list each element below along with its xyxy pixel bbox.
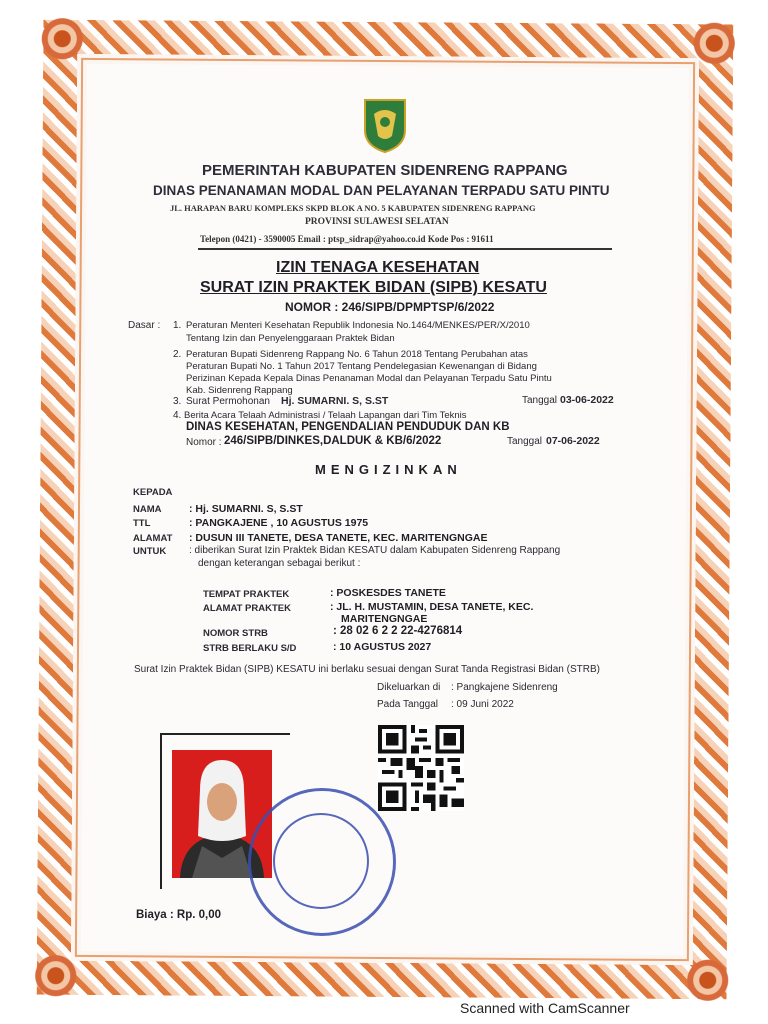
document-title: IZIN TENAGA KESEHATAN xyxy=(276,259,480,276)
nama-label: NAMA xyxy=(133,504,162,515)
tanggal-value: : 09 Juni 2022 xyxy=(451,699,514,710)
corner-ornament xyxy=(691,20,737,66)
tanggal-label: Pada Tanggal xyxy=(377,699,438,710)
stamp-emblem xyxy=(273,813,369,909)
header-government: PEMERINTAH KABUPATEN SIDENRENG RAPPANG xyxy=(202,162,568,179)
date-label: Tanggal xyxy=(507,436,543,447)
dasar-item-text: Peraturan Bupati No. 1 Tahun 2017 Tentang Pendelegasian Kewenangan di Bidang xyxy=(186,361,537,372)
header-divider xyxy=(198,248,612,250)
untuk-value: : diberikan Surat Izin Praktek Bidan KESATU dalam Kabupaten Sidenreng Rappang xyxy=(189,545,561,556)
corner-ornament xyxy=(33,953,79,999)
alamat-praktek-value: : JL. H. MUSTAMIN, DESA TANETE, KEC. xyxy=(330,601,534,613)
document-subtitle: SURAT IZIN PRAKTEK BIDAN (SIPB) KESATU xyxy=(200,279,547,296)
kepada-label: KEPADA xyxy=(133,487,173,498)
application-date: 03-06-2022 xyxy=(560,394,614,406)
document-number: NOMOR : 246/SIPB/DPMPTSP/6/2022 xyxy=(285,300,495,314)
strb-value: : 28 02 6 2 2 22-4276814 xyxy=(333,625,463,637)
regency-crest-icon xyxy=(362,96,408,154)
tempat-praktek-value: : POSKESDES TANETE xyxy=(330,587,446,599)
qr-code[interactable] xyxy=(378,725,464,811)
dikeluarkan-label: Dikeluarkan di xyxy=(377,682,441,693)
header-province: PROVINSI SULAWESI SELATAN xyxy=(305,217,449,227)
biaya-text: Biaya : Rp. 0,00 xyxy=(136,909,222,921)
untuk-label: UNTUK xyxy=(133,546,167,557)
date-label: Tanggal xyxy=(522,395,558,406)
corner-ornament xyxy=(39,16,85,62)
dasar-item-text: Peraturan Bupati Sidenreng Rappang No. 6 Tahun 2018 Tentang Perubahan atas xyxy=(186,349,528,360)
dasar-item-text: Berita Acara Telaah Administrasi / Telaah Lapangan dari Tim Teknis xyxy=(184,410,467,421)
issuing-office: DINAS KESEHATAN, PENGENDALIAN PENDUDUK DAN KB xyxy=(186,421,510,433)
review-date: 07-06-2022 xyxy=(546,435,600,447)
dasar-item-number: 1. xyxy=(173,320,182,331)
dasar-item-number: 4. xyxy=(173,410,182,421)
strb-label: NOMOR STRB xyxy=(203,628,268,639)
dikeluarkan-value: : Pangkajene Sidenreng xyxy=(451,682,558,693)
header-agency: DINAS PENANAMAN MODAL DAN PELAYANAN TERPADU SATU PINTU xyxy=(153,183,610,198)
alamat-value: : DUSUN III TANETE, DESA TANETE, KEC. MARITENGNGAE xyxy=(189,532,488,544)
dasar-item-text: Tentang Izin dan Penyelenggaraan Praktek Bidan xyxy=(186,333,395,344)
ttl-value: : PANGKAJENE , 10 AGUSTUS 1975 xyxy=(189,517,369,529)
mengizinkan-heading: MENGIZINKAN xyxy=(315,462,462,477)
alamat-praktek-label: ALAMAT PRAKTEK xyxy=(203,603,291,614)
header-address: JL. HARAPAN BARU KOMPLEKS SKPD BLOK A NO. 5 KABUPATEN SIDENRENG RAPPANG xyxy=(170,203,536,213)
ttl-label: TTL xyxy=(133,518,151,529)
camscanner-watermark: Scanned with CamScanner xyxy=(460,1000,630,1016)
dasar-item-number: 3. xyxy=(173,396,182,407)
tempat-praktek-label: TEMPAT PRAKTEK xyxy=(203,589,290,600)
dasar-item-text: Perizinan Kepada Kepala Dinas Penanaman Modal dan Pelayanan Terpadu Satu Pintu xyxy=(186,373,552,384)
dasar-item-text: Peraturan Menteri Kesehatan Republik Indonesia No.1464/MENKES/PER/X/2010 xyxy=(186,320,530,331)
official-stamp xyxy=(248,788,396,936)
alamat-label: ALAMAT xyxy=(133,533,173,544)
review-number: 246/SIPB/DINKES,DALDUK & KB/6/2022 xyxy=(224,435,442,447)
strb-berlaku-value: : 10 AGUSTUS 2027 xyxy=(333,641,432,653)
corner-ornament xyxy=(685,957,731,1003)
dasar-item-text: Kab. Sidenreng Rappang xyxy=(186,385,293,396)
validity-note: Surat Izin Praktek Bidan (SIPB) KESATU ini berlaku sesuai dengan Surat Tanda Registrasi Bidan (STRB) xyxy=(134,664,600,675)
nama-value: : Hj. SUMARNI. S, S.ST xyxy=(189,503,303,515)
untuk-value-cont: dengan keterangan sebagai berikut : xyxy=(198,558,361,569)
dasar-label: Dasar : xyxy=(128,320,161,331)
dasar-item-text: Surat Permohonan xyxy=(186,396,270,407)
header-contact: Telepon (0421) - 3590005 Email : ptsp_sidrap@yahoo.co.id Kode Pos : 91611 xyxy=(200,234,494,244)
alamat-praktek-value-cont: MARITENGNGAE xyxy=(341,613,428,625)
applicant-name: Hj. SUMARNI. S, S.ST xyxy=(281,395,389,407)
dasar-item-number: 2. xyxy=(173,349,182,360)
strb-berlaku-label: STRB BERLAKU S/D xyxy=(203,643,297,654)
nomor-label: Nomor : xyxy=(186,437,222,448)
